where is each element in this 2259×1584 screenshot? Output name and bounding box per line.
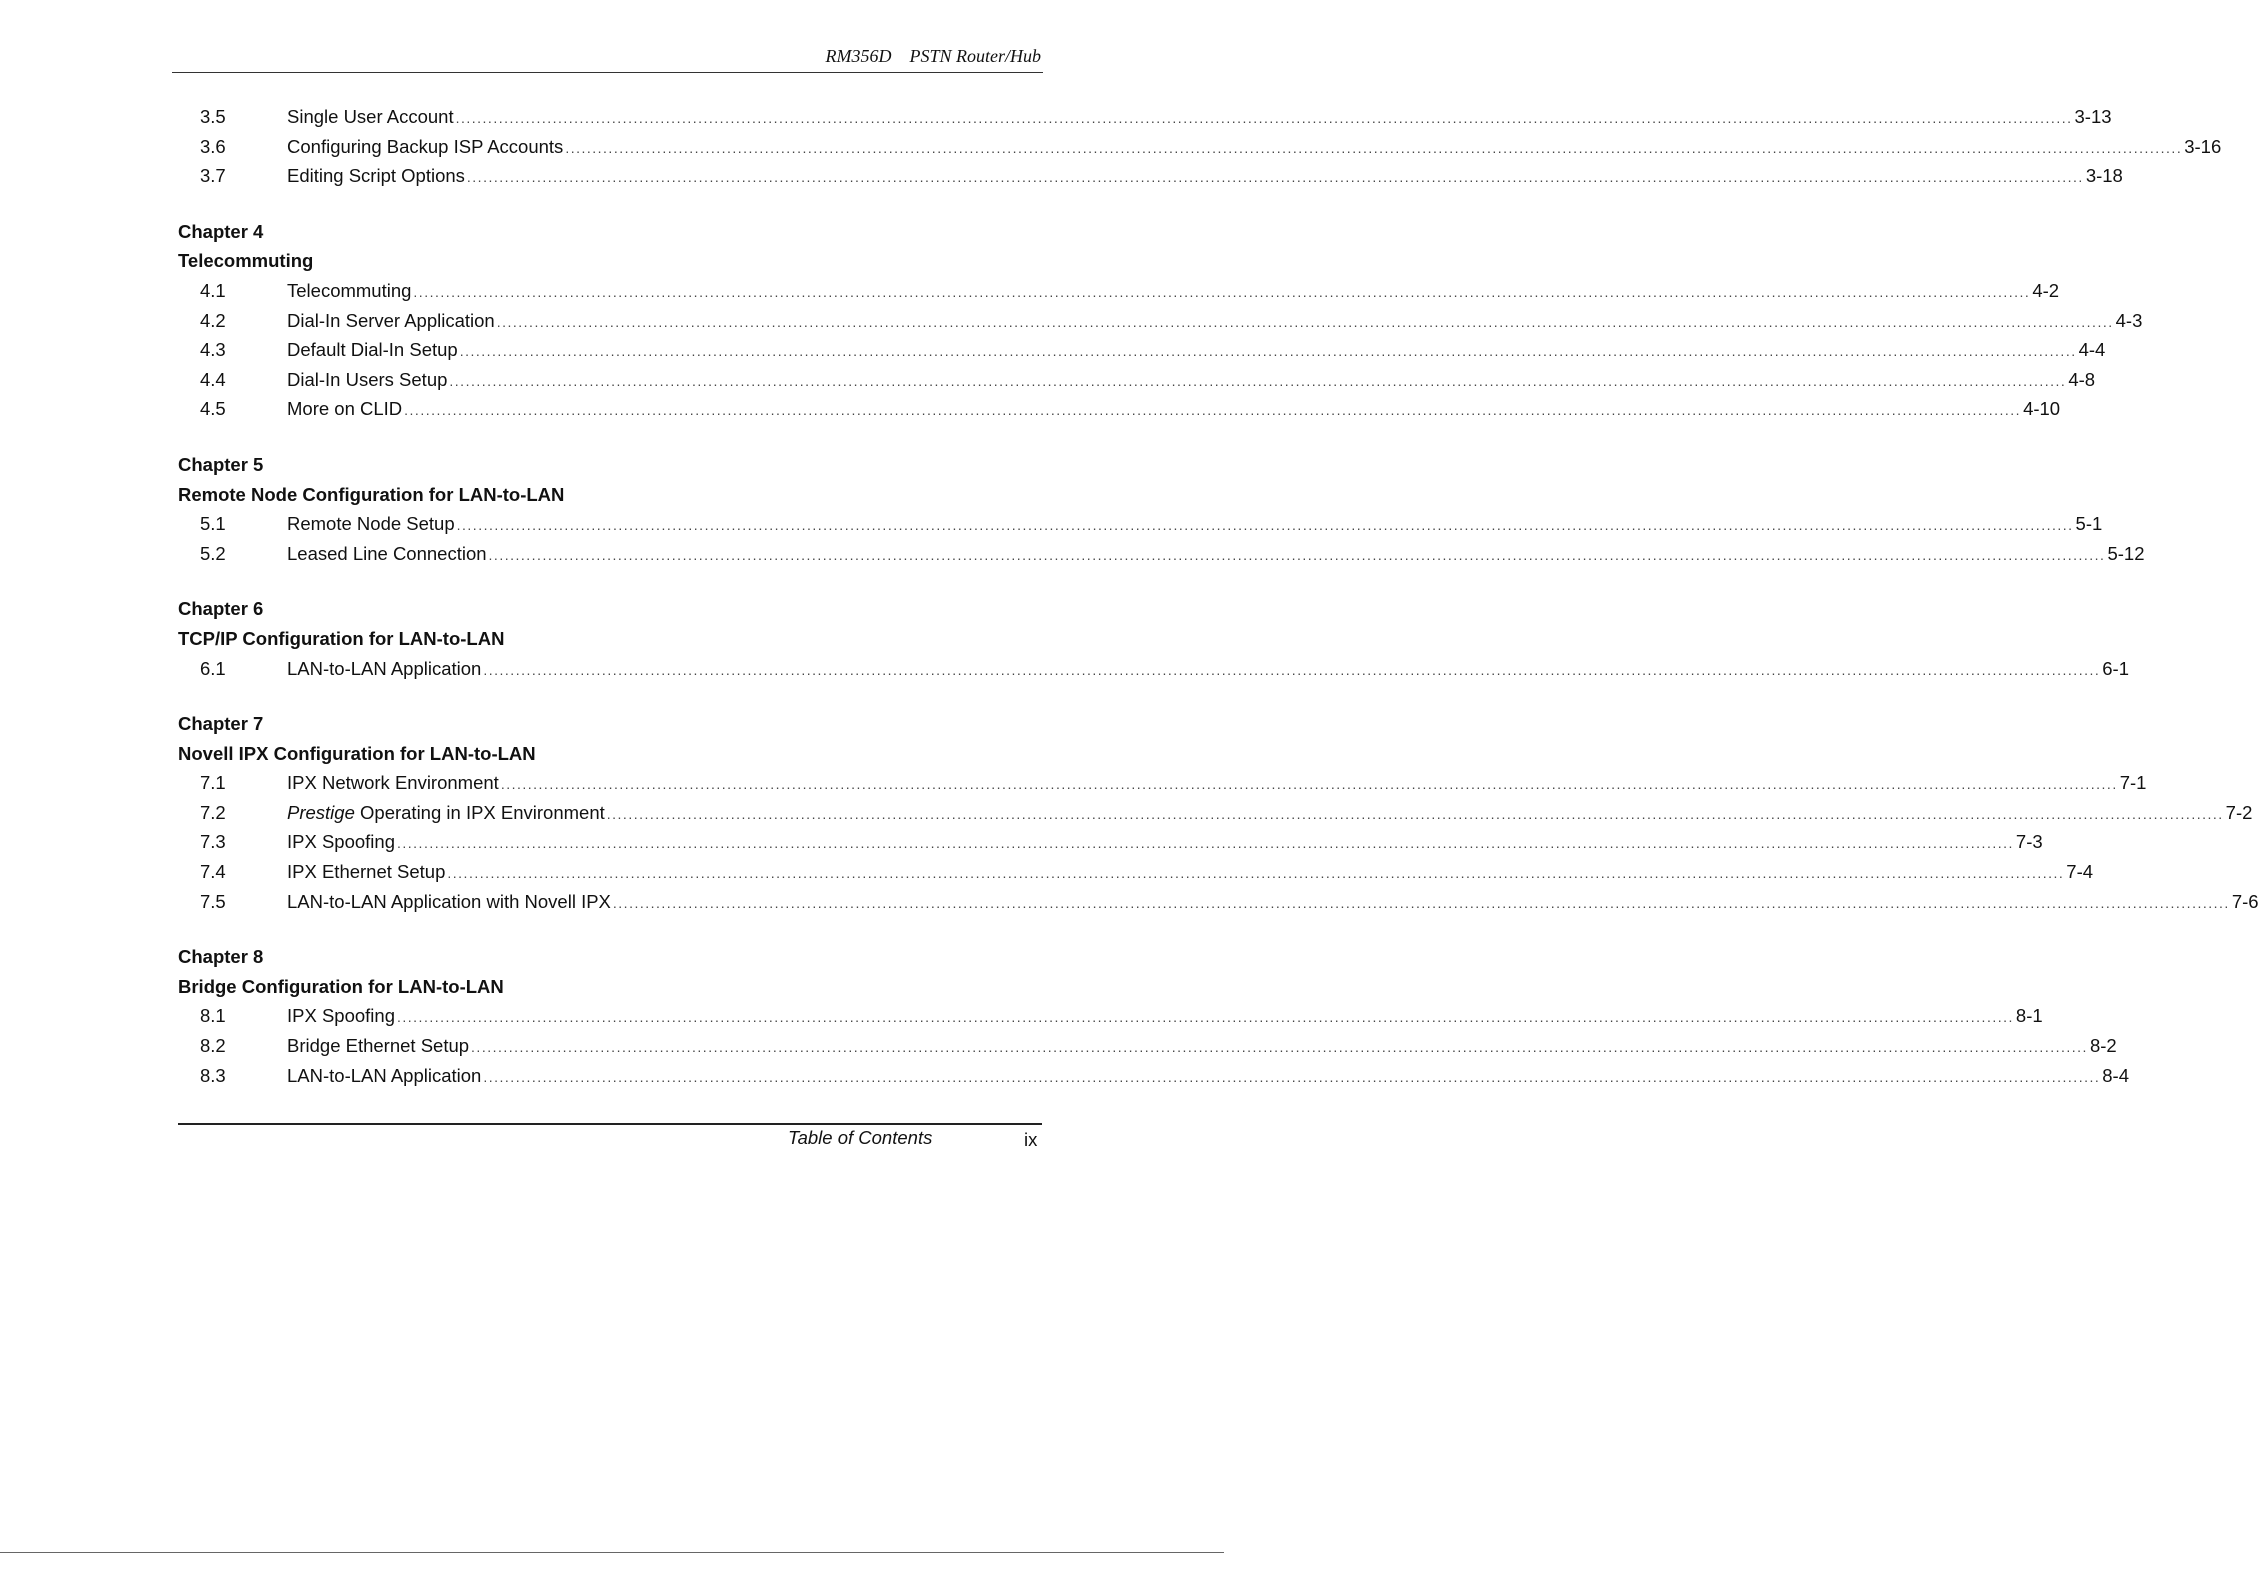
section-title: IPX Spoofing xyxy=(287,1005,395,1027)
section-title: More on CLID xyxy=(287,398,403,420)
dot-leader: ............................................................................................................................................................................................................................................................................................................ xyxy=(397,1009,2014,1026)
chapter-title: TCP/IP Configuration for LAN-to-LAN xyxy=(178,627,505,649)
section-number: 4.3 xyxy=(200,339,226,361)
toc-entry xyxy=(178,768,2147,798)
toc-entry xyxy=(178,654,2130,684)
section-number: 3.6 xyxy=(200,135,226,157)
toc-entry xyxy=(178,306,2143,336)
section-title: Dial-In Users Setup xyxy=(287,368,448,390)
toc-entry xyxy=(178,1031,2117,1061)
toc-entry xyxy=(178,132,2222,162)
product-name: Prestige xyxy=(287,801,355,823)
chapter-label: Chapter 7 xyxy=(178,713,264,735)
dot-leader: ............................................................................................................................................................................................................................................................................................................ xyxy=(565,139,2183,156)
section-number: 3.5 xyxy=(200,106,226,127)
section-title: Configuring Backup ISP Accounts xyxy=(287,135,564,157)
page-number: 7-6 xyxy=(2231,890,2259,912)
page-number: 7-4 xyxy=(2066,861,2094,883)
section-title: Bridge Ethernet Setup xyxy=(287,1035,470,1057)
page-number: 5-12 xyxy=(2107,542,2145,564)
page-number: 3-18 xyxy=(2085,165,2123,187)
dot-leader: ............................................................................................................................................................................................................................................................................................................ xyxy=(413,283,2031,300)
dot-leader: ............................................................................................................................................................................................................................................................................................................ xyxy=(483,661,2101,678)
toc-entry xyxy=(178,827,2043,857)
toc-entry xyxy=(178,1061,2130,1091)
section-title: Dial-In Server Application xyxy=(287,309,495,331)
page-number: 8-2 xyxy=(2089,1035,2117,1057)
dot-leader: ............................................................................................................................................................................................................................................................................................................ xyxy=(483,1068,2101,1085)
toc-entry xyxy=(178,365,2096,395)
section-title: Telecommuting xyxy=(287,279,412,301)
chapter-label: Chapter 6 xyxy=(178,598,264,620)
page-number: 7-2 xyxy=(2225,801,2253,823)
page-number: 4-2 xyxy=(2032,279,2060,301)
section-title: LAN-to-LAN Application xyxy=(287,1064,482,1086)
dot-leader: ............................................................................................................................................................................................................................................................................................................ xyxy=(466,169,2084,186)
chapter-title: Novell IPX Configuration for LAN-to-LAN xyxy=(178,742,536,764)
page-number: 4-4 xyxy=(2078,339,2106,361)
table-of-contents xyxy=(178,102,2259,1090)
toc-entry xyxy=(178,509,2103,539)
chapter-title: Remote Node Configuration for LAN-to-LAN xyxy=(178,483,565,505)
dot-leader: ............................................................................................................................................................................................................................................................................................................ xyxy=(496,313,2114,330)
page-number: 6-1 xyxy=(2102,657,2130,679)
page-number: 3-16 xyxy=(2184,135,2222,157)
chapter-label: Chapter 5 xyxy=(178,453,264,475)
dot-leader: ............................................................................................................................................................................................................................................................................................................ xyxy=(612,894,2230,911)
toc-entry xyxy=(178,161,2123,191)
section-title: IPX Ethernet Setup xyxy=(287,861,446,883)
chapter-label: Chapter 4 xyxy=(178,220,264,242)
dot-leader: ............................................................................................................................................................................................................................................................................................................ xyxy=(500,776,2118,793)
chapter-title: Bridge Configuration for LAN-to-LAN xyxy=(178,975,504,997)
chapter-label: Chapter 8 xyxy=(178,946,264,968)
dot-leader: ............................................................................................................................................................................................................................................................................................................ xyxy=(488,546,2106,563)
toc-entry xyxy=(178,539,2145,569)
section-title: Default Dial-In Setup xyxy=(287,339,458,361)
section-title: IPX Network Environment xyxy=(287,772,499,794)
section-number: 5.1 xyxy=(200,513,226,535)
running-header: RM356D PSTN Router/Hub xyxy=(825,46,1041,66)
toc-entry xyxy=(178,887,2259,917)
toc-entry xyxy=(178,276,2060,306)
section-title xyxy=(287,798,605,828)
footer-section-title: Table of Contents xyxy=(788,1127,933,1148)
section-number: 7.3 xyxy=(200,831,226,853)
footer-rule xyxy=(178,1123,1042,1125)
toc-entry xyxy=(178,857,2094,887)
section-number: 7.1 xyxy=(200,772,226,794)
dot-leader: ............................................................................................................................................................................................................................................................................................................ xyxy=(447,865,2065,882)
page-number: 7-3 xyxy=(2015,831,2043,853)
chapter-title: Telecommuting xyxy=(178,250,314,272)
page-number: 8-1 xyxy=(2015,1005,2043,1027)
section-number: 4.4 xyxy=(200,368,226,390)
page-number: 8-4 xyxy=(2102,1064,2130,1086)
toc-entry xyxy=(178,798,2253,828)
dot-leader: ............................................................................................................................................................................................................................................................................................................ xyxy=(397,835,2014,852)
scan-bottom-edge xyxy=(0,1552,1224,1553)
section-number: 4.2 xyxy=(200,309,226,331)
dot-leader: ............................................................................................................................................................................................................................................................................................................ xyxy=(459,343,2077,360)
page-number: 3-13 xyxy=(2074,106,2112,127)
page-number: 4-8 xyxy=(2068,368,2096,390)
footer-page-number: ix xyxy=(1024,1129,1038,1150)
section-number: 7.5 xyxy=(200,890,226,912)
section-title: Leased Line Connection xyxy=(287,542,487,564)
section-title: Single User Account xyxy=(287,106,454,127)
section-number: 8.1 xyxy=(200,1005,226,1027)
toc-entry xyxy=(178,394,2061,424)
section-title: LAN-to-LAN Application with Novell IPX xyxy=(287,890,611,912)
page-number: 4-3 xyxy=(2115,309,2143,331)
section-number: 5.2 xyxy=(200,542,226,564)
dot-leader: ............................................................................................................................................................................................................................................................................................................ xyxy=(471,1039,2088,1056)
toc-entry xyxy=(178,1001,2043,1031)
page-number: 7-1 xyxy=(2119,772,2147,794)
header-rule xyxy=(172,72,1043,73)
section-number: 4.5 xyxy=(200,398,226,420)
toc-entry xyxy=(178,335,2106,365)
dot-leader: ............................................................................................................................................................................................................................................................................................................ xyxy=(455,110,2073,126)
page-number: 5-1 xyxy=(2075,513,2103,535)
section-number: 8.2 xyxy=(200,1035,226,1057)
section-number: 4.1 xyxy=(200,279,226,301)
section-number: 7.2 xyxy=(200,801,226,823)
section-title: LAN-to-LAN Application xyxy=(287,657,482,679)
section-title: Editing Script Options xyxy=(287,165,465,187)
section-title: Remote Node Setup xyxy=(287,513,455,535)
section-number: 6.1 xyxy=(200,657,226,679)
section-title: IPX Spoofing xyxy=(287,831,395,853)
toc-entry xyxy=(178,102,2112,132)
section-number: 8.3 xyxy=(200,1064,226,1086)
page-number: 4-10 xyxy=(2023,398,2061,420)
section-number: 7.4 xyxy=(200,861,226,883)
dot-leader: ............................................................................................................................................................................................................................................................................................................ xyxy=(449,372,2067,389)
section-title-rest: Operating in IPX Environment xyxy=(354,801,605,823)
dot-leader: ............................................................................................................................................................................................................................................................................................................ xyxy=(606,805,2224,822)
section-number: 3.7 xyxy=(200,165,226,187)
dot-leader: ............................................................................................................................................................................................................................................................................................................ xyxy=(404,402,2022,419)
dot-leader: ............................................................................................................................................................................................................................................................................................................ xyxy=(456,517,2074,534)
